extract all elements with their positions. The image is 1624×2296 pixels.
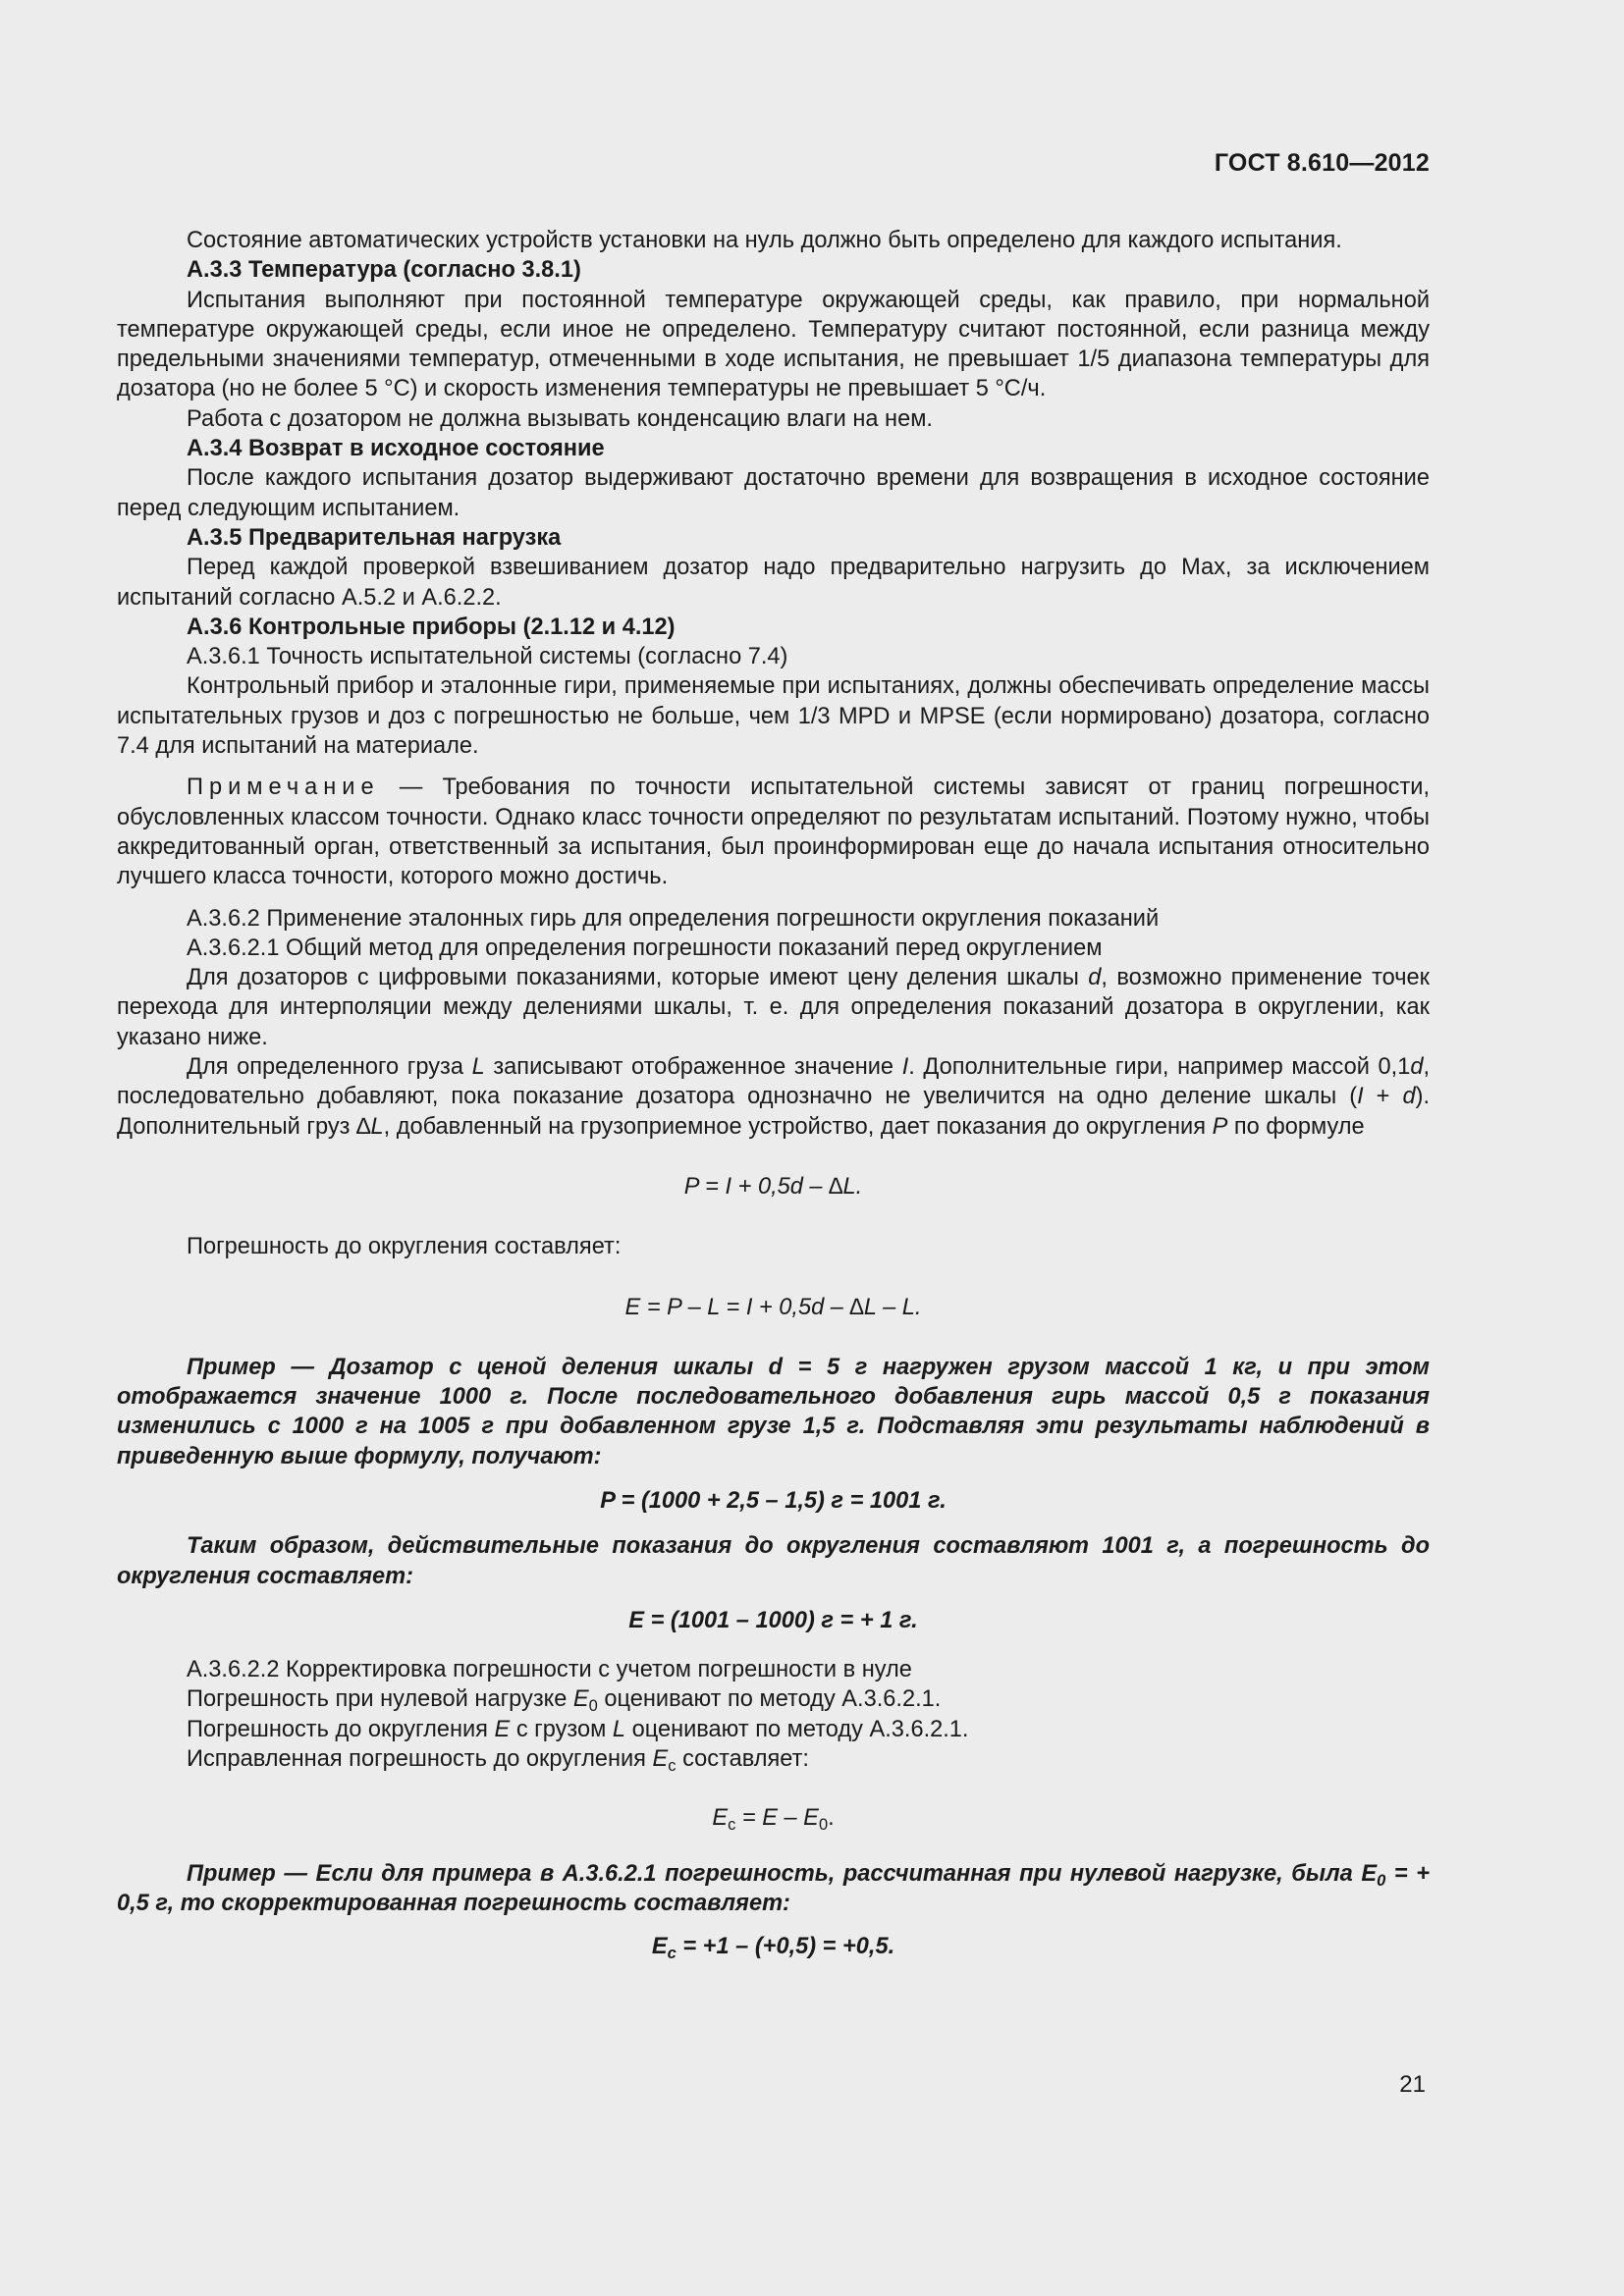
section-heading: А.3.6 Контрольные приборы (2.1.12 и 4.12) — [187, 614, 676, 640]
subsection-heading: А.3.6.2.1 Общий метод для определения погрешности показаний перед округлением — [187, 934, 1103, 961]
subsection-heading: А.3.6.2.2 Корректировка погрешности с учетом погрешности в нуле — [187, 1657, 912, 1683]
example: Таким образом, действительные показания до округления составляют 1001 г, а погрешность до округления составляет: — [117, 1533, 1430, 1589]
paragraph: Погрешность до округления E с грузом L оценивают по методу А.3.6.2.1. — [187, 1716, 969, 1742]
page-content — [117, 226, 1430, 1962]
example: Пример — Если для примера в А.3.6.2.1 погрешность, рассчитанная при нулевой нагрузке, была $E_0$ = + 0,5 г, то скорректированная погрешность составляет: — [117, 1860, 1431, 1916]
formula: $E_c = E - E_0$. — [712, 1805, 835, 1835]
page-number: 21 — [1399, 2071, 1426, 2098]
paragraph: Испытания выполняют при постоянной температуре окружающей среды, как правило, при нормальной температуре окружающей среды, если иное не определено. Температуру считают постоянной, если разница между предельными значениями температур, отмеченными в ходе испытания, не превышает 1/5 диапазона температуры для дозатора (но не более 5 °С) и скорость изменения температуры не превышает 5 °С/ч. — [117, 287, 1430, 402]
paragraph: Работа с дозатором не должна вызывать конденсацию влаги на нем. — [187, 405, 933, 432]
paragraph: Погрешность до округления составляет: — [187, 1234, 622, 1260]
document-id: ГОСТ 8.610—2012 — [1214, 149, 1430, 177]
formula: E = (1001 – 1000) г = + 1 г. — [628, 1607, 918, 1633]
formula: $E_c = +1 - (+0,5) = +0,5$. — [651, 1934, 895, 1963]
paragraph: Исправленная погрешность до округления $E_c$ составляет: — [187, 1746, 809, 1776]
paragraph: Для определенного груза L записывают отображенное значение I. Дополнительные гири, например массой 0,1d, последовательно добавляют, пока показание дозатора однозначно не увеличится на одно деление шкалы (I + d). Дополнительный груз ∆L, добавленный на грузоприемное устройство, дает показания до округления P по формуле — [117, 1054, 1431, 1140]
subsection-heading: А.3.6.1 Точность испытательной системы (согласно 7.4) — [187, 644, 788, 670]
section-heading: А.3.4 Возврат в исходное состояние — [187, 436, 605, 462]
note-text: — Требования по точности испытательной системы зависят от границ погрешности, обусловленных классом точности. Однако класс точности определяют по результатам испытаний. Поэтому нужно, чтобы аккредитованный орган, ответственный за испытания, был проинформирован еще до начала испытания относительно лучшего класса точности, которого можно достичь. — [117, 774, 1430, 890]
paragraph: Контрольный прибор и эталонные гири, применяемые при испытаниях, должны обеспечивать определение массы испытательных грузов и доз с погрешностью не больше, чем 1/3 MPD и MPSE (если нормировано) дозатора, согласно 7.4 для испытаний на материале. — [117, 673, 1430, 760]
section-heading: А.3.5 Предварительная нагрузка — [187, 524, 562, 551]
paragraph: После каждого испытания дозатор выдерживают достаточно времени для возвращения в исходное состояние перед следующим испытанием. — [117, 465, 1430, 521]
subsection-heading: А.3.6.2 Применение эталонных гирь для определения погрешности округления показаний — [187, 905, 1160, 932]
formula: E = P – L = I + 0,5d – ∆L – L. — [624, 1294, 922, 1320]
paragraph: Погрешность при нулевой нагрузке $E_0$ оценивают по методу А.3.6.2.1. — [187, 1686, 942, 1716]
formula: P = I + 0,5d – ∆L. — [683, 1173, 863, 1200]
note-label: Примечание — [187, 774, 380, 801]
paragraph: Для дозаторов с цифровыми показаниями, которые имеют цену деления шкалы d, возможно применение точек перехода для интерполяции между делениями шкалы, т. е. для определения показаний дозатора в округлении, как указано ниже. — [117, 965, 1430, 1050]
formula: P = (1000 + 2,5 – 1,5) г = 1001 г. — [600, 1487, 947, 1514]
paragraph: Состояние автоматических устройств установки на нуль должно быть определено для каждого испытания. — [187, 228, 1342, 253]
example: Пример — Дозатор с ценой деления шкалы d = 5 г нагружен грузом массой 1 кг, и при этом отображается значение 1000 г. После последовательного добавления гирь массой 0,5 г показания изменились с 1000 г на 1005 г при добавленном грузе 1,5 г. Подставляя эти результаты наблюдений в приведенную выше формулу, получают: — [117, 1354, 1430, 1469]
note — [117, 773, 1430, 891]
section-heading: А.3.3 Температура (согласно 3.8.1) — [187, 257, 581, 284]
paragraph: Перед каждой проверкой взвешиванием дозатор надо предварительно нагрузить до Мах, за исключением испытаний согласно А.5.2 и А.6.2.2. — [117, 555, 1430, 611]
